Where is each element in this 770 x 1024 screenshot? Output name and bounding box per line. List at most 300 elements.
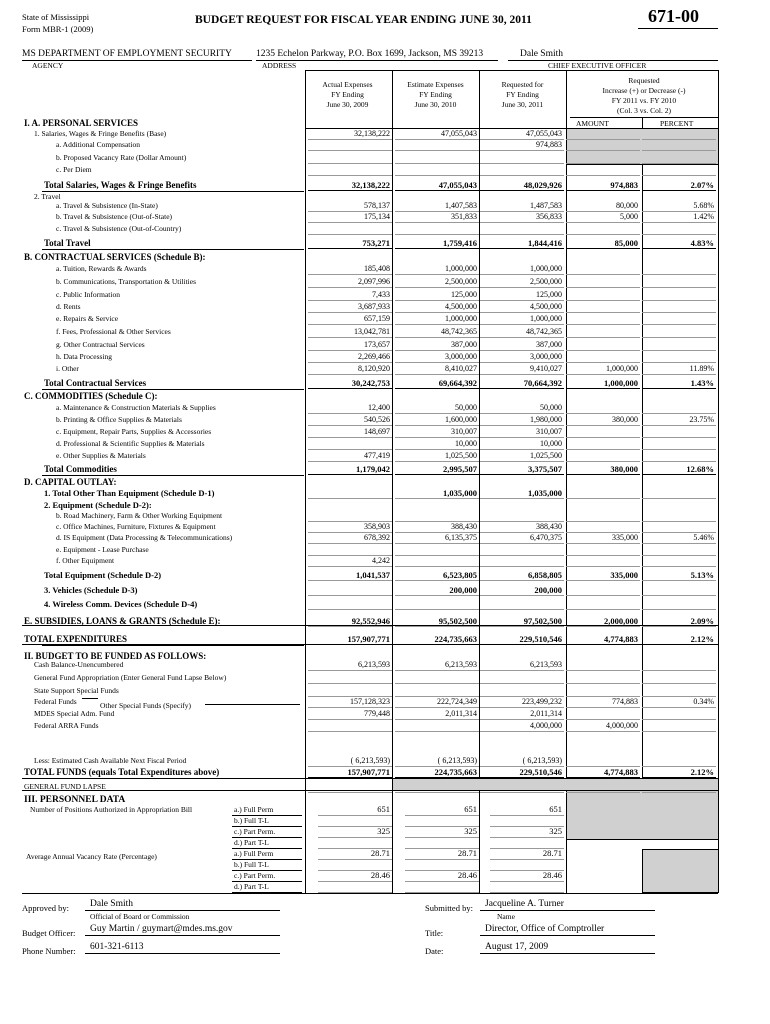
cell-underline xyxy=(480,792,564,793)
cell-underline xyxy=(566,190,640,191)
cell-underline xyxy=(566,150,640,151)
personnel-value: 28.71 xyxy=(542,848,562,858)
row-value: 388,430 xyxy=(451,522,477,531)
row-label: a. Maintenance & Construction Materials & Supplies xyxy=(56,403,216,412)
cell-underline xyxy=(308,312,392,313)
cell-underline xyxy=(480,274,564,275)
row-value: 2.07% xyxy=(690,180,714,190)
cell-underline xyxy=(642,324,716,325)
row-value: 2.12% xyxy=(690,767,714,777)
row-value: 2.09% xyxy=(690,616,714,626)
row-value: 380,000 xyxy=(612,415,638,424)
row-value: 1,035,000 xyxy=(443,488,477,498)
row-label: Total Salaries, Wages & Fringe Benefits xyxy=(44,180,197,190)
table-row xyxy=(0,533,770,543)
form-code: 671-00 xyxy=(648,6,699,26)
cell-underline xyxy=(395,388,479,389)
row-label: d. Rents xyxy=(56,302,81,311)
cell-underline xyxy=(308,566,392,567)
row-value: 229,510,546 xyxy=(519,634,562,644)
cell-underline xyxy=(480,580,564,581)
cell-underline xyxy=(395,287,479,288)
row-label: b. Road Machinery, Farm & Other Working Equipment xyxy=(56,511,223,520)
row-value: 1.42% xyxy=(693,212,714,221)
row-value: 13,042,781 xyxy=(354,327,390,336)
cell-underline xyxy=(308,670,392,671)
row-label: f. Fees, Professional & Other Services xyxy=(56,327,171,336)
cell-underline xyxy=(395,461,479,462)
row-value: 80,000 xyxy=(616,201,638,210)
row-label: I. A. PERSONAL SERVICES xyxy=(24,118,138,128)
cell-underline xyxy=(308,362,392,363)
cell-underline xyxy=(395,595,479,596)
total-underline xyxy=(42,249,304,250)
row-value: 10,000 xyxy=(540,439,562,448)
cell-underline xyxy=(308,274,392,275)
row-value: 48,029,926 xyxy=(523,180,562,190)
cell-underline xyxy=(566,731,640,732)
personnel-value: 325 xyxy=(377,826,390,836)
budget-officer-name: Guy Martin / guymart@mdes.ms.gov xyxy=(90,924,233,934)
cell-underline xyxy=(566,312,640,313)
ceo-name: Dale Smith xyxy=(520,49,564,59)
cell-underline xyxy=(642,300,716,301)
cell-underline xyxy=(642,437,716,438)
row-value: 8,410,027 xyxy=(445,364,477,373)
cell-underline xyxy=(308,287,392,288)
cell-underline xyxy=(642,777,716,778)
row-value: 1,025,500 xyxy=(445,451,477,460)
cell-underline xyxy=(395,248,479,249)
row-value: 3,000,000 xyxy=(530,352,562,361)
row-label: E. SUBSIDIES, LOANS & GRANTS (Schedule E): xyxy=(24,616,221,626)
personnel-value: 651 xyxy=(464,804,477,814)
row-value: 1,980,000 xyxy=(530,415,562,424)
form-number: Form MBR-1 (2009) xyxy=(22,24,94,34)
cell-underline xyxy=(566,609,640,610)
cell-underline xyxy=(566,374,640,375)
row-value: 1,407,583 xyxy=(445,201,477,210)
cell-underline xyxy=(566,350,640,351)
table-row xyxy=(0,488,770,498)
row-value: 753,271 xyxy=(362,238,390,248)
cell-underline xyxy=(480,234,564,235)
table-row xyxy=(0,439,770,449)
row-value: 387,000 xyxy=(451,340,477,349)
row-value: 6,213,593 xyxy=(530,660,562,669)
row-value: 2,011,314 xyxy=(530,709,562,718)
cell-underline xyxy=(642,719,716,720)
cell-underline xyxy=(480,413,564,414)
title-label: Title: xyxy=(425,928,444,938)
cell-underline xyxy=(480,312,564,313)
cell-underline xyxy=(642,287,716,288)
table-row xyxy=(0,180,770,190)
row-value: 222,724,349 xyxy=(437,697,477,706)
cell-underline xyxy=(566,222,640,223)
cell-underline xyxy=(395,300,479,301)
cell-underline xyxy=(395,425,479,426)
table-row xyxy=(0,782,770,792)
personnel-value: 28.46 xyxy=(370,870,390,880)
row-value: 1,000,000 xyxy=(604,378,638,388)
cell-underline xyxy=(395,274,479,275)
phone-label: Phone Number: xyxy=(22,946,76,956)
row-value: 5.68% xyxy=(693,201,714,210)
row-value: 48,742,365 xyxy=(526,327,562,336)
cell-underline xyxy=(566,449,640,450)
cell-underline xyxy=(566,234,640,235)
cell-underline xyxy=(480,461,564,462)
row-value: 200,000 xyxy=(449,585,477,595)
row-value: 6,523,805 xyxy=(443,570,477,580)
row-value: 1,759,416 xyxy=(443,238,477,248)
cell-underline xyxy=(395,792,479,793)
cell-underline xyxy=(480,362,564,363)
shaded-cell xyxy=(566,790,719,840)
cell-underline xyxy=(566,543,640,544)
row-label: b. Travel & Subsistence (Out-of-State) xyxy=(56,212,173,221)
row-label: State Support Special Funds xyxy=(34,686,119,695)
cell-underline xyxy=(308,350,392,351)
table-row xyxy=(0,224,770,234)
row-label: h. Data Processing xyxy=(56,352,113,361)
cell-underline xyxy=(395,163,479,164)
cell-underline xyxy=(642,374,716,375)
table-row xyxy=(0,153,770,163)
cell-underline xyxy=(642,362,716,363)
row-label: b. Proposed Vacancy Rate (Dollar Amount) xyxy=(56,153,187,162)
budget-officer-label: Budget Officer: xyxy=(22,928,76,938)
table-row xyxy=(0,212,770,222)
personnel-sub-label: a.) Full Perm xyxy=(234,805,274,814)
cell-underline xyxy=(480,566,564,567)
cell-underline xyxy=(308,461,392,462)
table-row xyxy=(0,570,770,580)
cell-underline xyxy=(642,626,716,627)
row-label: B. CONTRACTUAL SERVICES (Schedule B): xyxy=(24,252,206,262)
cell-underline xyxy=(480,543,564,544)
personnel-value: 28.46 xyxy=(542,870,562,880)
table-row xyxy=(0,756,770,766)
table-row xyxy=(0,391,770,401)
table-row xyxy=(0,290,770,300)
row-value: 175,134 xyxy=(364,212,390,221)
cell-underline xyxy=(308,644,392,645)
cell-underline xyxy=(395,543,479,544)
row-value: 974,883 xyxy=(536,140,562,149)
table-row xyxy=(0,464,770,474)
row-value: 774,883 xyxy=(612,697,638,706)
table-row xyxy=(0,686,770,696)
cell-underline xyxy=(395,350,479,351)
total-underline xyxy=(42,645,304,646)
row-value: 11.89% xyxy=(689,364,714,373)
row-label: 1. Total Other Than Equipment (Schedule D-1) xyxy=(44,488,215,498)
row-label: e. Other Supplies & Materials xyxy=(56,451,146,460)
row-value: 32,138,222 xyxy=(354,129,390,138)
cell-underline xyxy=(566,324,640,325)
cell-underline xyxy=(642,234,716,235)
cell-underline xyxy=(566,777,640,778)
cell-underline xyxy=(395,644,479,645)
row-value: 47,055,043 xyxy=(526,129,562,138)
table-row xyxy=(0,451,770,461)
cell-underline xyxy=(395,731,479,732)
cell-underline xyxy=(308,374,392,375)
row-label: c. Office Machines, Furniture, Fixtures & Equipment xyxy=(56,522,216,531)
row-value: 50,000 xyxy=(455,403,477,412)
cell-underline xyxy=(642,474,716,475)
cell-underline xyxy=(566,670,640,671)
cell-underline xyxy=(642,580,716,581)
personnel-sub-label: d.) Part T-L xyxy=(234,838,269,847)
row-value: 4,774,883 xyxy=(604,767,638,777)
row-value: 4,000,000 xyxy=(606,721,638,730)
row-label: Total Travel xyxy=(44,238,91,248)
cell-underline xyxy=(566,580,640,581)
table-row xyxy=(0,721,770,731)
col-header-requested: Requested for FY Ending June 30, 2011 xyxy=(501,80,544,109)
table-row xyxy=(0,352,770,362)
agency-address: 1235 Echelon Parkway, P.O. Box 1699, Jackson, MS 39213 xyxy=(256,49,484,59)
cell-underline xyxy=(642,350,716,351)
row-value: 1,041,537 xyxy=(356,570,390,580)
row-value: 32,138,222 xyxy=(351,180,390,190)
positions-label: Number of Positions Authorized in Appropriation Bill xyxy=(30,805,193,814)
row-label: Cash Balance-Unencumbered xyxy=(34,660,124,669)
row-label: c. Equipment, Repair Parts, Supplies & Accessories xyxy=(56,427,212,436)
table-row xyxy=(0,616,770,626)
row-value: 6,213,593 xyxy=(358,660,390,669)
cell-underline xyxy=(480,350,564,351)
table-row xyxy=(0,302,770,312)
cell-underline xyxy=(395,719,479,720)
cell-underline xyxy=(395,150,479,151)
row-value: 23.75% xyxy=(689,415,714,424)
cell-underline xyxy=(566,595,640,596)
cell-underline xyxy=(642,566,716,567)
cell-underline xyxy=(308,413,392,414)
row-label: Federal Funds xyxy=(34,697,77,706)
row-value: 2.12% xyxy=(690,634,714,644)
cell-underline xyxy=(308,792,392,793)
cell-underline xyxy=(395,777,479,778)
row-value: 1,000,000 xyxy=(530,314,562,323)
cell-underline xyxy=(566,362,640,363)
cell-underline xyxy=(480,670,564,671)
cell-underline xyxy=(480,190,564,191)
row-value: 2,269,466 xyxy=(358,352,390,361)
cell-underline xyxy=(480,626,564,627)
personnel-value: 325 xyxy=(464,826,477,836)
cell-underline xyxy=(308,777,392,778)
cell-underline xyxy=(395,337,479,338)
cell-underline xyxy=(566,498,640,499)
cell-underline xyxy=(480,150,564,151)
cell-underline xyxy=(566,300,640,301)
row-value: 1,035,000 xyxy=(528,488,562,498)
row-value: 92,552,946 xyxy=(351,616,390,626)
cell-underline xyxy=(642,175,716,176)
row-value: 185,408 xyxy=(364,264,390,273)
cell-underline xyxy=(480,707,564,708)
phone-number: 601-321-6113 xyxy=(90,942,144,952)
row-value: 1,487,583 xyxy=(530,201,562,210)
cell-underline xyxy=(480,374,564,375)
table-row xyxy=(0,477,770,487)
table-row xyxy=(0,140,770,150)
total-underline xyxy=(42,475,304,476)
submitted-name: Jacqueline A. Turner xyxy=(485,899,564,909)
row-value: 8,120,920 xyxy=(358,364,390,373)
cell-underline xyxy=(480,337,564,338)
row-value: 12,400 xyxy=(368,403,390,412)
col-header-amount: AMOUNT xyxy=(576,119,609,128)
cell-underline xyxy=(395,234,479,235)
row-label: i. Other xyxy=(56,364,79,373)
table-row xyxy=(0,500,770,510)
row-label: g. Other Contractual Services xyxy=(56,340,145,349)
row-value: 2,500,000 xyxy=(530,277,562,286)
row-label: e. Equipment - Lease Purchase xyxy=(56,545,149,554)
cell-underline xyxy=(642,731,716,732)
row-value: 356,833 xyxy=(536,212,562,221)
cell-underline xyxy=(480,777,564,778)
personnel-sub-label: b.) Full T-L xyxy=(234,816,269,825)
cell-underline xyxy=(642,707,716,708)
cell-underline xyxy=(480,248,564,249)
row-value: 1,000,000 xyxy=(445,314,477,323)
row-label: TOTAL FUNDS (equals Total Expenditures above) xyxy=(24,767,220,777)
table-row xyxy=(0,709,770,719)
cell-underline xyxy=(566,461,640,462)
cell-underline xyxy=(642,792,716,793)
row-label: e. Repairs & Service xyxy=(56,314,119,323)
cell-underline xyxy=(642,413,716,414)
cell-underline xyxy=(395,580,479,581)
row-value: 229,510,546 xyxy=(519,767,562,777)
row-label: Less: Estimated Cash Available Next Fiscal Period xyxy=(34,756,187,765)
personnel-value: 28.46 xyxy=(457,870,477,880)
row-value: 1,025,500 xyxy=(530,451,562,460)
table-row xyxy=(0,767,770,777)
total-underline xyxy=(42,389,304,390)
cell-underline xyxy=(566,683,640,684)
cell-underline xyxy=(308,543,392,544)
cell-underline xyxy=(480,609,564,610)
cell-underline xyxy=(480,719,564,720)
cell-underline xyxy=(566,437,640,438)
row-value: 3,375,507 xyxy=(528,464,562,474)
cell-underline xyxy=(642,388,716,389)
row-label: c. Public Information xyxy=(56,290,120,299)
row-value: 173,657 xyxy=(364,340,390,349)
row-label: 2. Travel xyxy=(34,192,61,201)
row-value: 4,500,000 xyxy=(530,302,562,311)
col-header-actual: Actual Expenses FY Ending June 30, 2009 xyxy=(322,80,373,109)
row-label: 2. Equipment (Schedule D-2): xyxy=(44,500,152,510)
shaded-cell xyxy=(642,849,719,893)
cell-underline xyxy=(642,449,716,450)
submitted-sub: Name xyxy=(497,912,515,921)
cell-underline xyxy=(642,595,716,596)
cell-underline xyxy=(480,425,564,426)
cell-underline xyxy=(308,222,392,223)
cell-underline xyxy=(395,222,479,223)
row-value: 6,858,805 xyxy=(528,570,562,580)
row-value: 310,007 xyxy=(536,427,562,436)
table-row xyxy=(0,238,770,248)
row-value: 12.68% xyxy=(686,464,714,474)
row-value: 2,097,996 xyxy=(358,277,390,286)
cell-underline xyxy=(480,474,564,475)
row-value: 0.34% xyxy=(693,697,714,706)
row-value: 157,128,323 xyxy=(350,697,390,706)
table-row xyxy=(0,634,770,644)
cell-underline xyxy=(395,437,479,438)
row-label: MDES Special Adm. Fund xyxy=(34,709,115,718)
cell-underline xyxy=(480,683,564,684)
row-label: Total Equipment (Schedule D-2) xyxy=(44,570,162,580)
row-label: General Fund Appropriation (Enter General Fund Lapse Below) xyxy=(34,673,227,682)
row-value: 2,995,507 xyxy=(443,464,477,474)
cell-underline xyxy=(480,222,564,223)
row-label: d. IS Equipment (Data Processing & Telecommunications) xyxy=(56,533,233,542)
row-value: 95,502,500 xyxy=(438,616,477,626)
col-header-estimate: Estimate Expenses FY Ending June 30, 2010 xyxy=(407,80,464,109)
cell-underline xyxy=(566,792,640,793)
row-value: 1.43% xyxy=(690,378,714,388)
row-value: 70,664,392 xyxy=(523,378,562,388)
row-value: 47,055,043 xyxy=(441,129,477,138)
row-value: 224,735,663 xyxy=(434,634,477,644)
row-value: 50,000 xyxy=(540,403,562,412)
row-value: 3,687,933 xyxy=(358,302,390,311)
table-row xyxy=(0,415,770,425)
row-value: 2,500,000 xyxy=(445,277,477,286)
row-value: 5.13% xyxy=(690,570,714,580)
state-label: State of Mississippi xyxy=(22,12,90,22)
cell-underline xyxy=(566,163,640,164)
cell-underline xyxy=(480,731,564,732)
cell-underline xyxy=(642,670,716,671)
table-row xyxy=(0,522,770,532)
cell-underline xyxy=(308,175,392,176)
cell-underline xyxy=(308,190,392,191)
personnel-title: III. PERSONNEL DATA xyxy=(24,795,126,805)
cell-underline xyxy=(642,312,716,313)
row-value: 10,000 xyxy=(455,439,477,448)
row-value: ( 6,213,593) xyxy=(350,756,390,765)
row-value: 388,430 xyxy=(536,522,562,531)
row-value: 200,000 xyxy=(534,585,562,595)
cell-underline xyxy=(480,163,564,164)
row-value: 48,742,365 xyxy=(441,327,477,336)
personnel-value: 28.71 xyxy=(457,848,477,858)
row-label: b. Printing & Office Supplies & Materials xyxy=(56,415,182,424)
col-header-change: Requested Increase (+) or Decrease (-) FY 2011 vs. FY 2010 (Col. 3 vs. Col. 2) xyxy=(602,76,686,115)
cell-underline xyxy=(395,413,479,414)
cell-underline xyxy=(308,719,392,720)
table-row xyxy=(0,364,770,374)
row-label: Total Commodities xyxy=(44,464,117,474)
row-label: D. CAPITAL OUTLAY: xyxy=(24,477,117,487)
cell-underline xyxy=(308,163,392,164)
document-title: BUDGET REQUEST FOR FISCAL YEAR ENDING JUNE 30, 2011 xyxy=(195,14,532,26)
cell-underline xyxy=(566,566,640,567)
cell-underline xyxy=(480,300,564,301)
